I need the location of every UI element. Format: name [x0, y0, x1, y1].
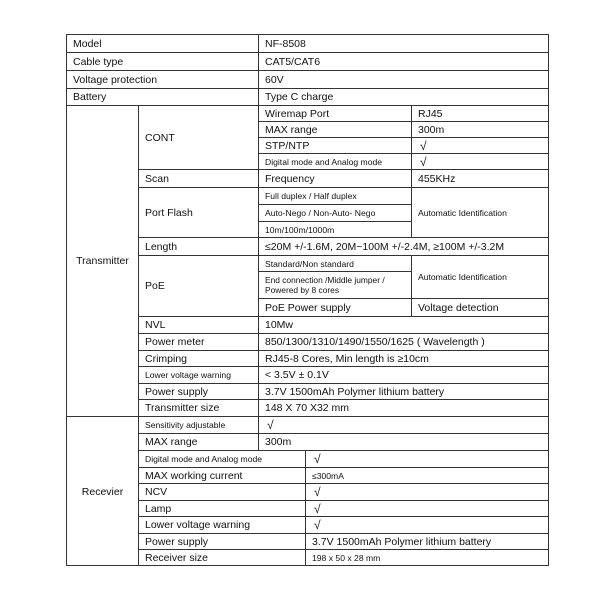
- cont-max-range-label: MAX range: [258, 121, 411, 137]
- model-value: NF-8508: [258, 34, 548, 52]
- cont-digital-analog-check: √: [411, 153, 548, 169]
- tx-power-supply-label: Power supply: [138, 383, 258, 399]
- power-meter-label: Power meter: [138, 333, 258, 350]
- length-value: ≤20M +/-1.6M, 20M~100M +/-2.4M, ≥100M +/-3.2M: [258, 237, 548, 255]
- voltage-protection-label: Voltage protection: [66, 70, 258, 88]
- max-current-value: ≤300mA: [305, 467, 548, 483]
- voltage-protection-value: 60V: [258, 70, 548, 88]
- cont-max-range-value: 300m: [411, 121, 548, 137]
- poe-power-supply-value: Voltage detection: [411, 298, 548, 316]
- poe-standard: Standard/Non standard: [258, 255, 411, 271]
- scan-label: Scan: [138, 169, 258, 187]
- rx-lower-voltage-label: Lower voltage warning: [138, 516, 305, 533]
- receiver-size-value: 198 x 50 x 28 mm: [305, 549, 548, 566]
- cont-digital-analog-label: Digital mode and Analog mode: [258, 153, 411, 169]
- port-flash-label: Port Flash: [138, 187, 258, 237]
- rx-lower-voltage-check: √: [305, 516, 548, 533]
- rx-power-supply-label: Power supply: [138, 533, 305, 549]
- port-flash-speed: 10m/100m/1000m: [258, 221, 411, 237]
- tx-lower-voltage-value: < 3.5V ± 0.1V: [258, 366, 548, 383]
- table-bottom-border: [66, 565, 549, 566]
- battery-label: Battery: [66, 88, 258, 105]
- poe-end-connection: End connection /Middle jumper / Powered by 8 cores: [258, 271, 411, 298]
- tx-lower-voltage-label: Lower voltage warning: [138, 366, 258, 383]
- lamp-label: Lamp: [138, 500, 305, 516]
- port-flash-duplex: Full duplex / Half duplex: [258, 187, 411, 204]
- crimping-value: RJ45-8 Cores, Min length is ≥10cm: [258, 350, 548, 366]
- poe-identification: Automatic Identification: [411, 255, 548, 298]
- power-meter-value: 850/1300/1310/1490/1550/1625 ( Wavelength ): [258, 333, 548, 350]
- port-flash-identification: Automatic Identification: [411, 187, 548, 237]
- table-right-border: [548, 34, 549, 566]
- ncv-check: √: [305, 483, 548, 500]
- rx-digital-analog-check: √: [305, 450, 548, 467]
- stp-ntp-check: √: [411, 137, 548, 153]
- tx-power-supply-value: 3.7V 1500mAh Polymer lithium battery: [258, 383, 548, 399]
- poe-label: PoE: [138, 255, 258, 316]
- rx-digital-analog-label: Digital mode and Analog mode: [138, 450, 305, 467]
- model-label: Model: [66, 34, 258, 52]
- receiver-size-label: Receiver size: [138, 549, 305, 566]
- sensitivity-label: Sensitivity adjustable: [138, 416, 258, 433]
- rx-max-range-value: 300m: [258, 433, 548, 450]
- transmitter-size-value: 148 X 70 X32 mm: [258, 399, 548, 416]
- scan-frequency-label: Frequency: [258, 169, 411, 187]
- port-flash-nego: Auto-Nego / Non-Auto- Nego: [258, 204, 411, 221]
- scan-frequency-value: 455KHz: [411, 169, 548, 187]
- rx-max-range-label: MAX range: [138, 433, 258, 450]
- ncv-label: NCV: [138, 483, 305, 500]
- lamp-check: √: [305, 500, 548, 516]
- transmitter-group-label: Transmitter: [66, 105, 138, 416]
- rx-power-supply-value: 3.7V 1500mAh Polymer lithium battery: [305, 533, 548, 549]
- max-current-label: MAX working current: [138, 467, 305, 483]
- cable-type-value: CAT5/CAT6: [258, 52, 548, 70]
- length-label: Length: [138, 237, 258, 255]
- poe-power-supply-label: PoE Power supply: [258, 298, 411, 316]
- cont-label: CONT: [138, 105, 258, 169]
- wiremap-port-label: Wiremap Port: [258, 105, 411, 121]
- wiremap-port-value: RJ45: [411, 105, 548, 121]
- transmitter-size-label: Transmitter size: [138, 399, 258, 416]
- sensitivity-check: √: [258, 416, 548, 433]
- nvl-label: NVL: [138, 316, 258, 333]
- nvl-value: 10Mw: [258, 316, 548, 333]
- receiver-group-label: Recevier: [66, 416, 138, 566]
- crimping-label: Crimping: [138, 350, 258, 366]
- stp-ntp-label: STP/NTP: [258, 137, 411, 153]
- cable-type-label: Cable type: [66, 52, 258, 70]
- battery-value: Type C charge: [258, 88, 548, 105]
